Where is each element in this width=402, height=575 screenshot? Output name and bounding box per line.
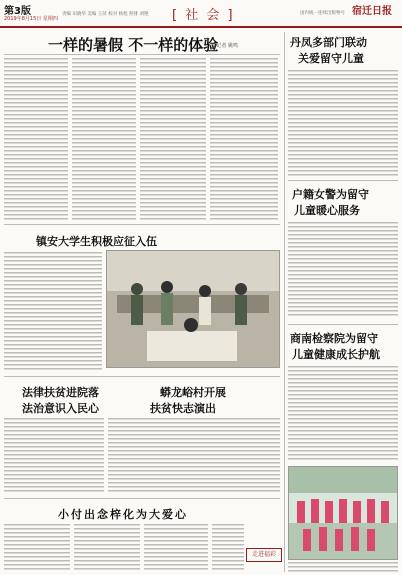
article-5-title-2: 儿童健康成长护航: [292, 348, 380, 361]
column-divider: [284, 32, 285, 572]
article-2-text: [288, 70, 398, 176]
article-6-title-2: 法治意识入民心: [22, 402, 99, 415]
article-4-title-1: 户籍女警为留守: [292, 188, 369, 201]
lottery-logo: 走进福彩: [246, 548, 282, 562]
article-1-text: [210, 58, 278, 220]
article-7-title-2: 扶贫快志演出: [150, 402, 216, 415]
divider: [4, 376, 280, 377]
article-8-text: [212, 524, 244, 572]
article-7-title-1: 蟒龙峪村开展: [160, 386, 226, 399]
article-8-text: [144, 524, 208, 572]
article-1-text: [140, 58, 206, 220]
article-3-title: 镇安大学生积极应征入伍: [36, 235, 157, 248]
article-2-title-2: 关爱留守儿童: [298, 52, 364, 65]
article-1-title: 一样的暑假 不一样的体验: [48, 36, 219, 54]
section-title: [ 社 会 ]: [172, 8, 235, 23]
article-1-byline: ◎记者 姚鸣: [212, 43, 238, 49]
divider: [288, 324, 398, 325]
article-7-text: [108, 418, 280, 492]
paper-info: 国内统一连续出版物号: [300, 11, 345, 16]
article-1-text: [72, 58, 136, 220]
divider: [4, 224, 280, 225]
article-8-title: 小付出念梓化为大爱心: [58, 508, 188, 521]
page-editors: 责编 田晓华 美编 王萍 校对 杨旭 照排 刘艳: [62, 12, 149, 17]
article-4-title-2: 儿童暖心服务: [294, 204, 360, 217]
article-2-title-1: 丹凤多部门联动: [290, 36, 367, 49]
dance-photo-caption: [288, 562, 398, 572]
article-5-title-1: 商南检察院为留守: [290, 332, 378, 345]
divider: [4, 498, 280, 499]
article-1-text: [4, 58, 68, 220]
article-6-title-1: 法律扶贫进院落: [22, 386, 99, 399]
article-3-photo: [106, 250, 280, 368]
article-8-text: [4, 524, 70, 572]
divider: [288, 180, 398, 181]
page-number: 第3版: [4, 6, 31, 17]
dance-photo: [288, 466, 398, 560]
article-3-text: [4, 252, 102, 372]
article-4-text: [288, 222, 398, 318]
divider: [4, 54, 280, 55]
article-6-text: [4, 418, 104, 492]
masthead-logo: 宿迁日报: [352, 6, 392, 17]
article-8-text: [74, 524, 140, 572]
article-5-text: [288, 366, 398, 462]
page-date: 2019年8月15日 星期四: [4, 16, 58, 22]
